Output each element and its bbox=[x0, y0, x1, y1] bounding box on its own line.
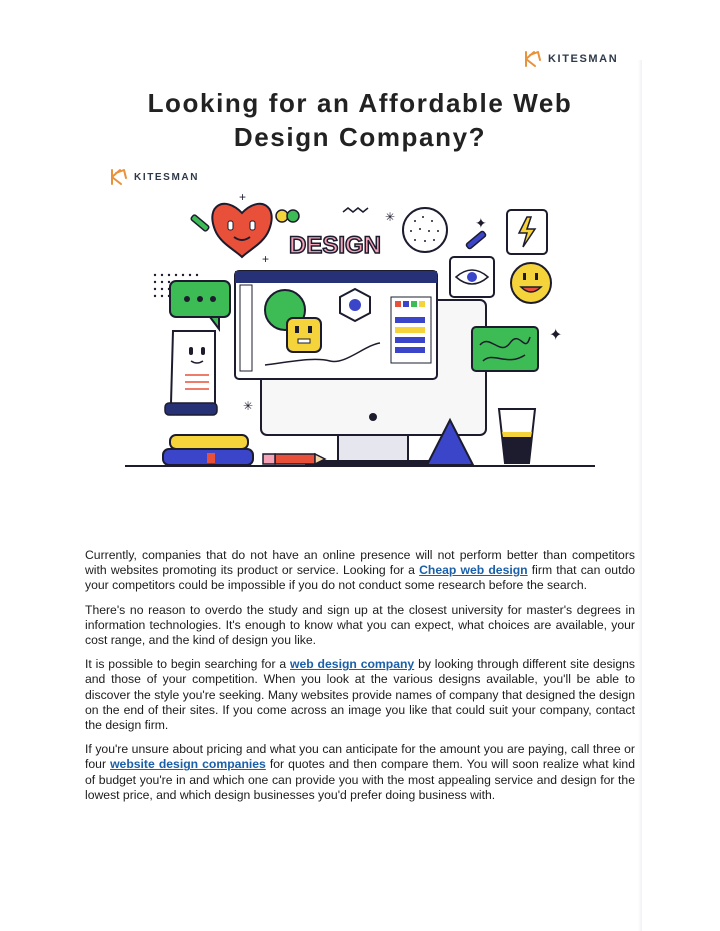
pencil-icon bbox=[263, 454, 325, 464]
paragraph-1 bbox=[85, 548, 635, 594]
paragraph-4 bbox=[85, 742, 635, 803]
brand-name: KITESMAN bbox=[548, 53, 619, 65]
brand-logo-illustration bbox=[110, 168, 199, 186]
kite-logo-icon bbox=[110, 168, 128, 186]
document-character-icon bbox=[165, 331, 217, 415]
web-design-company-link[interactable]: web design company bbox=[290, 657, 415, 672]
paragraph-2: There's no reason to overdo the study and sign up at the closest university for master's degrees in information technologies. It's enough to know what you can expect, what choices are available, your cost range, and the kind of design you like. bbox=[85, 602, 635, 648]
zigzag-decoration bbox=[343, 208, 368, 212]
green-marker-icon bbox=[190, 214, 209, 231]
paragraph-3 bbox=[85, 657, 635, 733]
cheap-web-design-link[interactable]: Cheap web design bbox=[419, 563, 528, 578]
design-banner bbox=[289, 232, 381, 259]
smiley-face-icon bbox=[511, 263, 551, 303]
dotted-sphere-icon bbox=[403, 208, 447, 252]
article-body bbox=[85, 548, 635, 812]
green-dot-icon bbox=[287, 210, 299, 222]
diamond-sparkle-icon: ✦ bbox=[475, 215, 487, 231]
paragraph-text: by looking through different site designs and those of your competition. When you look at the various designs available, you'll be able to discover the style you're seeking. Many websites provide names of company that designed the design on the end of their sites. If you come across an image you like that could suit your company, contact the design firm. bbox=[85, 657, 635, 733]
lightning-card-icon bbox=[507, 210, 547, 254]
paragraph-text: for quotes and then compare them. You will soon realize what kind of budget you're in and which one can provide you with the most appealing service and design for the lowest price, and which design businesses you'd prefer doing business with. bbox=[85, 757, 635, 802]
plus-sparkle-icon: + bbox=[239, 190, 247, 204]
eye-card-icon bbox=[450, 257, 494, 297]
page-title: Looking for an Affordable Web Design Company? bbox=[147, 88, 573, 152]
paragraph-text: firm that can outdo your competitors could be impossible if you do not conduct some research before the search. bbox=[85, 563, 636, 593]
stacked-books-icon bbox=[163, 435, 253, 465]
chat-bubble-icon bbox=[170, 281, 230, 329]
asterisk-sparkle-icon: ✳ bbox=[243, 399, 254, 413]
topo-map-card-icon bbox=[472, 327, 538, 371]
diamond-sparkle-icon: ✦ bbox=[549, 327, 563, 344]
brand-logo-header bbox=[524, 50, 618, 68]
kite-logo-icon bbox=[524, 50, 542, 68]
web-design-illustration bbox=[115, 185, 605, 470]
blue-marker-icon bbox=[466, 231, 487, 250]
glass-of-juice-icon bbox=[499, 409, 535, 463]
heart-character-icon bbox=[212, 204, 271, 257]
paragraph-text: It is possible to begin searching for a bbox=[85, 657, 290, 672]
yellow-dot-icon bbox=[276, 210, 288, 222]
asterisk-sparkle-icon: ✳ bbox=[385, 210, 396, 224]
website-design-companies-link[interactable]: website design companies bbox=[110, 757, 266, 772]
paragraph-text: Currently, companies that do not have an online presence will not perform better than competitors with websites promoting its product or service. Looking for a bbox=[85, 548, 635, 578]
plus-sparkle-icon: + bbox=[262, 252, 270, 266]
design-banner-text: DESIGN bbox=[289, 232, 382, 259]
paragraph-text: If you're unsure about pricing and what you can anticipate for the amount you are paying, call three or four bbox=[85, 742, 635, 772]
page-edge-shadow bbox=[638, 60, 642, 931]
brand-name: KITESMAN bbox=[134, 171, 200, 183]
